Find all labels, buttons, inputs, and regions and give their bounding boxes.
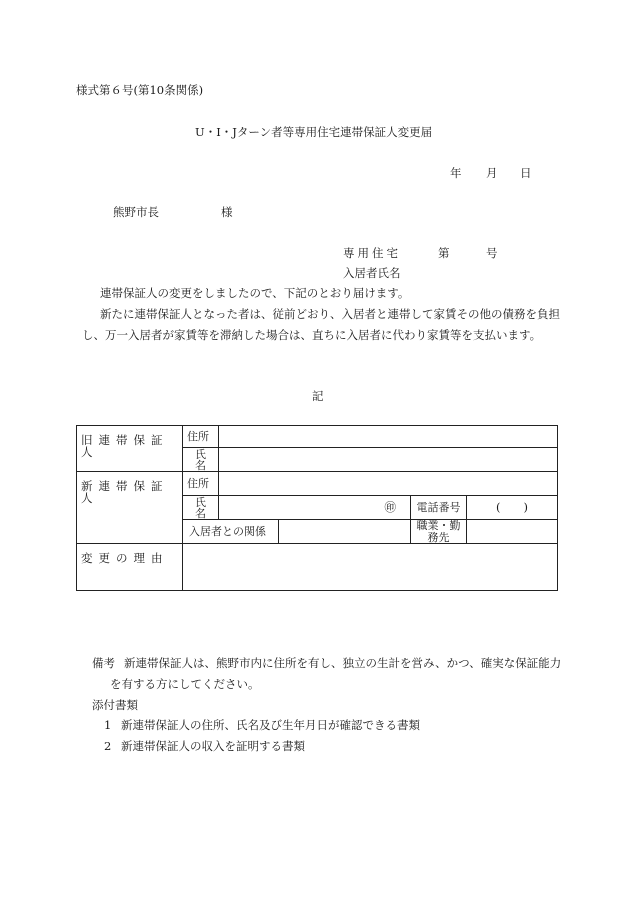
old-address-field[interactable] bbox=[219, 426, 558, 448]
form-number: 様式第６号(第10条関係) bbox=[76, 83, 204, 97]
attachment-1-text: 新連帯保証人の住所、氏名及び生年月日が確認できる書類 bbox=[121, 718, 420, 732]
reason-field[interactable] bbox=[183, 544, 558, 591]
resident-name-label: 入居者氏名 bbox=[343, 266, 401, 280]
old-guarantor-header: 旧連帯保証人 bbox=[77, 426, 183, 472]
new-guarantor-header: 新連帯保証人 bbox=[77, 472, 183, 544]
housing-label: 専用住宅 bbox=[343, 246, 401, 260]
housing-number-prefix: 第 bbox=[438, 246, 450, 260]
biko-text: 新連帯保証人は、熊野市内に住所を有し、独立の生計を営み、かつ、確実な保証能力 bbox=[124, 656, 562, 670]
attachment-2-text: 新連帯保証人の収入を証明する書類 bbox=[121, 739, 305, 753]
phone-paren: ( ) bbox=[496, 500, 528, 515]
new-name-label: 氏名 bbox=[183, 496, 219, 520]
seal-mark: ㊞ bbox=[384, 500, 396, 515]
guarantor-form-table bbox=[76, 425, 558, 591]
addressee-mayor: 熊野市長 bbox=[113, 205, 159, 219]
ki-heading: 記 bbox=[312, 389, 324, 403]
body-paragraph-2: 新たに連帯保証人となった者は、従前どおり、入居者と連帯して家賃その他の債務を負担し、万一入居者が家賃等を滞納した場合は、直ちに入居者に代わり家賃等を支払います。 bbox=[82, 307, 560, 342]
biko-label: 備考 bbox=[92, 656, 115, 670]
new-address-field[interactable] bbox=[219, 472, 558, 496]
date-day: 日 bbox=[520, 166, 532, 180]
phone-label: 電話番号 bbox=[411, 496, 467, 520]
occupation-label: 職業・勤務先 bbox=[411, 520, 467, 544]
reason-header: 変更の理由 bbox=[77, 544, 183, 591]
relation-field[interactable] bbox=[279, 520, 411, 544]
document-title: U・I・Jターン者等専用住宅連帯保証人変更届 bbox=[195, 125, 433, 139]
attachment-2-number: 2 bbox=[104, 739, 112, 753]
housing-number-suffix: 号 bbox=[486, 246, 498, 260]
date-month: 月 bbox=[486, 166, 498, 180]
date-year: 年 bbox=[450, 166, 462, 180]
attachment-1-number: 1 bbox=[104, 718, 112, 732]
old-name-field[interactable] bbox=[219, 448, 558, 472]
new-address-label: 住所 bbox=[183, 472, 219, 496]
phone-field[interactable] bbox=[467, 496, 558, 520]
biko-text-continued: を有する方にしてください。 bbox=[110, 677, 260, 691]
occupation-field[interactable] bbox=[467, 520, 558, 544]
addressee-honorific: 様 bbox=[221, 205, 233, 219]
attachments-label: 添付書類 bbox=[92, 698, 138, 712]
old-name-label: 氏名 bbox=[183, 448, 219, 472]
body-paragraph-1: 連帯保証人の変更をしましたので、下記のとおり届けます。 bbox=[100, 286, 410, 300]
relation-label: 入居者との関係 bbox=[183, 520, 279, 544]
new-name-field[interactable] bbox=[219, 496, 411, 520]
old-address-label: 住所 bbox=[183, 426, 219, 448]
